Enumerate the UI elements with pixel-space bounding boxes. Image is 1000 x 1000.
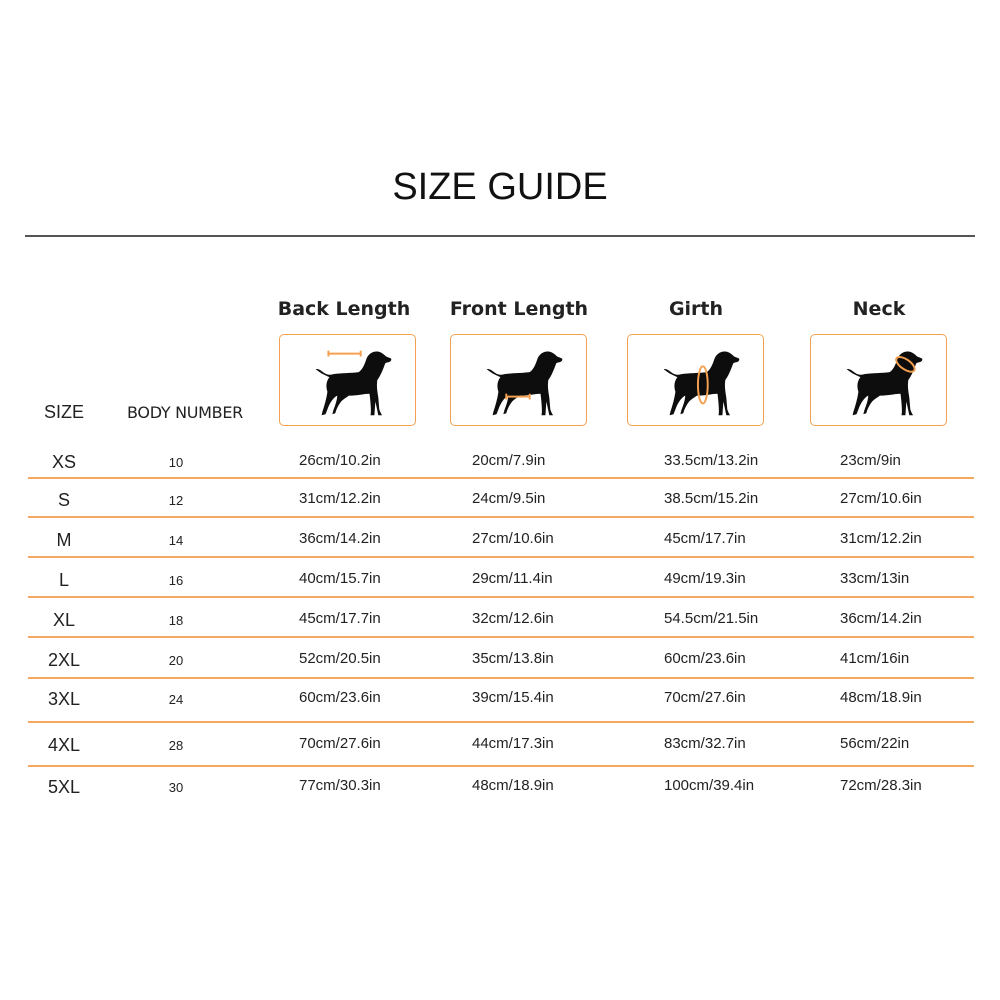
dog-back-length-icon xyxy=(280,335,415,425)
title-divider xyxy=(25,235,975,237)
body-number-cell: 24 xyxy=(168,692,184,707)
dog-girth-icon xyxy=(628,335,763,425)
size-cell: M xyxy=(56,530,72,550)
neck-cell: 72cm/28.3in xyxy=(840,777,922,794)
size-column-header: SIZE xyxy=(43,402,84,422)
body-number-cell: 14 xyxy=(168,533,184,548)
front-length-cell: 48cm/18.9in xyxy=(472,777,554,794)
body-number-cell: 16 xyxy=(168,573,184,588)
column-header-front-length: Front Length xyxy=(449,298,589,320)
back-length-cell: 70cm/27.6in xyxy=(299,735,381,752)
column-header-girth: Girth xyxy=(668,298,724,320)
front-length-cell: 35cm/13.8in xyxy=(472,650,554,667)
girth-cell: 100cm/39.4in xyxy=(664,777,755,794)
row-separator xyxy=(28,556,974,558)
neck-diagram xyxy=(810,334,947,426)
front-length-cell: 39cm/15.4in xyxy=(472,689,554,706)
size-cell: 3XL xyxy=(47,689,81,709)
body-number-cell: 12 xyxy=(168,493,184,508)
body-number-cell: 30 xyxy=(168,780,184,795)
girth-cell: 70cm/27.6in xyxy=(664,689,746,706)
front-length-cell: 29cm/11.4in xyxy=(472,570,553,587)
size-cell: L xyxy=(58,570,69,590)
back-length-cell: 60cm/23.6in xyxy=(299,689,381,706)
table-row xyxy=(0,777,1000,807)
front-length-cell: 20cm/7.9in xyxy=(472,452,546,469)
back-length-cell: 26cm/10.2in xyxy=(299,452,381,469)
size-cell: XL xyxy=(52,610,76,630)
neck-cell: 23cm/9in xyxy=(840,452,901,469)
girth-cell: 45cm/17.7in xyxy=(664,530,746,547)
table-row xyxy=(0,650,1000,680)
neck-cell: 31cm/12.2in xyxy=(840,530,922,547)
back-length-cell: 45cm/17.7in xyxy=(299,610,381,627)
girth-cell: 33.5cm/13.2in xyxy=(664,452,759,469)
back-length-cell: 40cm/15.7in xyxy=(299,570,381,587)
girth-cell: 54.5cm/21.5in xyxy=(664,610,759,627)
row-separator xyxy=(28,765,974,767)
body-number-cell: 18 xyxy=(168,613,184,628)
back-length-cell: 31cm/12.2in xyxy=(299,490,381,507)
back-length-cell: 52cm/20.5in xyxy=(299,650,381,667)
back-length-cell: 36cm/14.2in xyxy=(299,530,381,547)
girth-cell: 49cm/19.3in xyxy=(664,570,746,587)
size-cell: 5XL xyxy=(47,777,81,797)
size-cell: 2XL xyxy=(47,650,81,670)
column-header-back-length: Back Length xyxy=(277,298,411,320)
row-separator xyxy=(28,721,974,723)
front-length-cell: 44cm/17.3in xyxy=(472,735,554,752)
girth-cell: 60cm/23.6in xyxy=(664,650,746,667)
front-length-cell: 32cm/12.6in xyxy=(472,610,554,627)
body-number-cell: 28 xyxy=(168,738,184,753)
row-separator xyxy=(28,596,974,598)
girth-cell: 38.5cm/15.2in xyxy=(664,490,759,507)
table-row xyxy=(0,735,1000,765)
neck-cell: 48cm/18.9in xyxy=(840,689,922,706)
neck-cell: 27cm/10.6in xyxy=(840,490,922,507)
row-separator xyxy=(28,636,974,638)
back-length-diagram xyxy=(279,334,416,426)
front-length-cell: 27cm/10.6in xyxy=(472,530,554,547)
size-cell: XS xyxy=(51,452,76,472)
column-header-neck: Neck xyxy=(852,298,906,320)
row-separator xyxy=(28,477,974,479)
row-separator xyxy=(28,516,974,518)
dog-front-length-icon xyxy=(451,335,586,425)
neck-cell: 56cm/22in xyxy=(840,735,910,752)
girth-cell: 83cm/32.7in xyxy=(664,735,746,752)
page-title: SIZE GUIDE xyxy=(392,166,608,208)
dog-neck-icon xyxy=(811,335,946,425)
body-number-column-header: BODY NUMBER xyxy=(127,403,243,422)
size-cell: S xyxy=(57,490,70,510)
body-number-cell: 10 xyxy=(168,455,184,470)
front-length-diagram xyxy=(450,334,587,426)
neck-cell: 41cm/16in xyxy=(840,650,910,667)
row-separator xyxy=(28,677,974,679)
neck-cell: 36cm/14.2in xyxy=(840,610,922,627)
body-number-cell: 20 xyxy=(168,653,184,668)
table-row xyxy=(0,689,1000,719)
front-length-cell: 24cm/9.5in xyxy=(472,490,546,507)
back-length-cell: 77cm/30.3in xyxy=(299,777,381,794)
size-cell: 4XL xyxy=(47,735,81,755)
neck-cell: 33cm/13in xyxy=(840,570,910,587)
girth-diagram xyxy=(627,334,764,426)
